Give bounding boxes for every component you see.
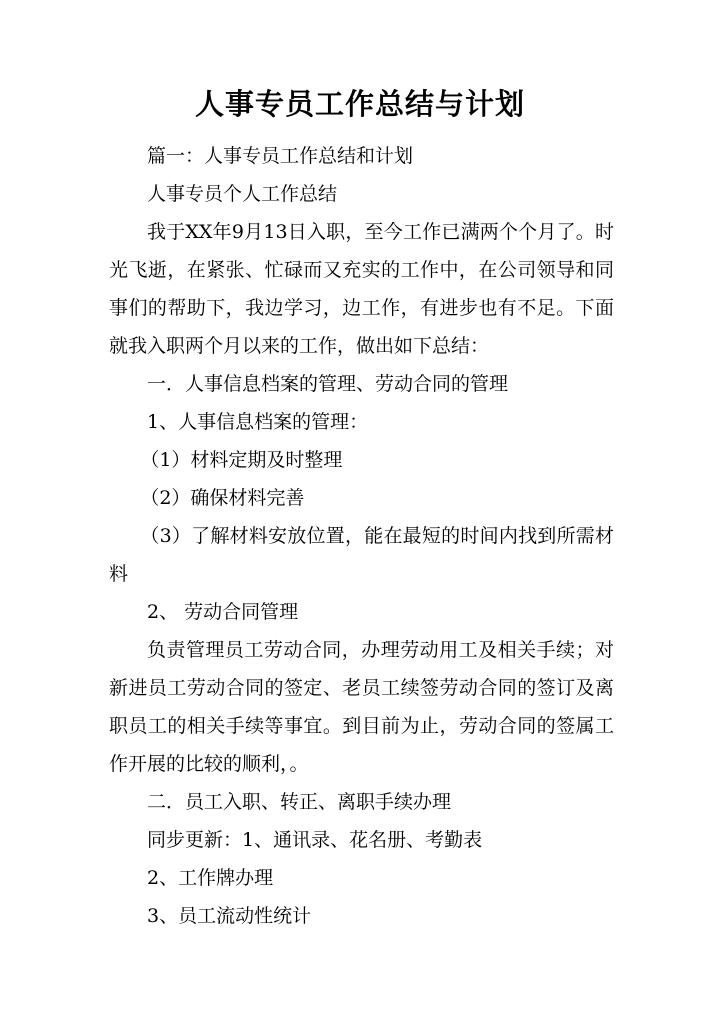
paragraph-turnover: 3、员工流动性统计 [147,905,312,927]
paragraph-item-2: （2）确保材料完善 [140,487,305,509]
paragraph-intro: 我于XX年9月13日入职，至今工作已满两个个月了。时光飞逝，在紧张、忙碌而又充实的工作中，在公司领导和同事们的帮助下，我边学习，边工作，有进步也有不足。下面就我入职两个月以来的工作，做出如下总结： [109,221,614,357]
paragraph-subtitle: 人事专员个人工作总结 [147,183,338,205]
paragraph-subheading-2: 2、 劳动合同管理 [147,601,299,623]
paragraph-section-heading: 篇一：人事专员工作总结和计划 [147,145,414,167]
paragraph-contract: 负责管理员工劳动合同，办理劳动用工及相关手续；对新进员工劳动合同的签定、老员工续签劳动合同的签订及离职员工的相关手续等事宜。到目前为止，劳动合同的签属工作开展的比较的顺利，。 [109,639,614,775]
paragraph-subheading-1: 1、人事信息档案的管理： [147,411,369,433]
paragraph-badge: 2、工作牌办理 [147,867,274,889]
paragraph-item-1: （1）材料定期及时整理 [140,449,343,471]
paragraph-sync-update: 同步更新：1、通讯录、花名册、考勤表 [147,829,483,851]
paragraph-item-3: （3）了解材料安放位置，能在最短的时间内找到所需材料 [109,525,614,585]
paragraph-heading-1: 一．人事信息档案的管理、劳动合同的管理 [147,373,509,395]
paragraph-heading-2: 二．员工入职、转正、离职手续办理 [147,791,452,813]
document-title: 人事专员工作总结与计划 [194,87,525,121]
document-body [109,137,614,935]
